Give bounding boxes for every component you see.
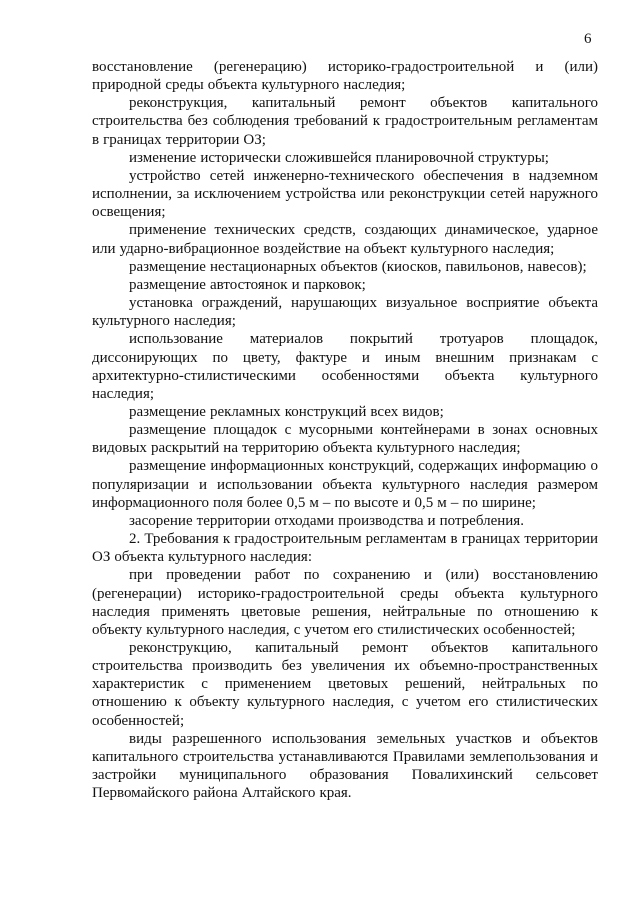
paragraph: установка ограждений, нарушающих визуальное восприятие объекта культурного наследия; [92,295,598,330]
section-heading: 2. Требования к градостроительным регламентам в границах территории ОЗ объекта культурного наследия: [92,531,598,566]
paragraph: изменение исторически сложившейся планировочной структуры; [129,149,549,166]
paragraph: устройство сетей инженерно-технического обеспечения в надземном исполнении, за исключением устройства или реконструкции сетей наружного освещения; [92,167,598,221]
paragraph: размещение площадок с мусорными контейнерами в зонах основных видовых раскрытий на территорию объекта культурного наследия; [92,422,598,457]
page-number: 6 [584,31,592,47]
paragraph: размещение рекламных конструкций всех видов; [129,403,444,420]
paragraph: реконструкция, капитальный ремонт объектов капитального строительства без соблюдения требований к градостроительным регламентам в границах территории ОЗ; [92,95,598,148]
paragraph: при проведении работ по сохранению и (или) восстановлению (регенерации) историко-градостроительной среды объекта культурного наследия применять цветовые решения, нейтральные по отношению к объекту культурного наследия, с учетом его стилистических особенностей; [92,567,598,638]
paragraph-continuation: восстановление (регенерацию) историко-градостроительной и (или) природной среды объекта культурного наследия; [92,59,598,94]
paragraph: использование материалов покрытий тротуаров площадок, диссонирующих по цвету, фактуре и иным внешним признакам с архитектурно-стилистическими особенностями объекта культурного наследия; [92,331,598,402]
paragraph: реконструкцию, капитальный ремонт объектов капитального строительства производить без увеличения их объемно-пространственных характеристик с применением цветовых решений, нейтральных по отношению к объекту культурного наследия, с учетом его стилистических особенностей; [92,640,598,729]
paragraph: виды разрешенного использования земельных участков и объектов капитального строительства устанавливаются Правилами землепользования и застройки муниципального образования Повалихинский сельсовет Первомайского района Алтайского края. [92,730,598,802]
paragraph: размещение нестационарных объектов (киосков, павильонов, навесов); [129,258,587,275]
paragraph: засорение территории отходами производства и потребления. [129,512,524,529]
paragraph: размещение информационных конструкций, содержащих информацию о популяризации и использовании объекта культурного наследия размером информационного поля более 0,5 м – по высоте и 0,5 м – по ширине; [92,458,598,511]
paragraph: применение технических средств, создающих динамическое, ударное или ударно-вибрационное воздействие на объект культурного наследия; [92,222,598,257]
document-body [92,58,598,802]
paragraph: размещение автостоянок и парковок; [129,276,366,293]
